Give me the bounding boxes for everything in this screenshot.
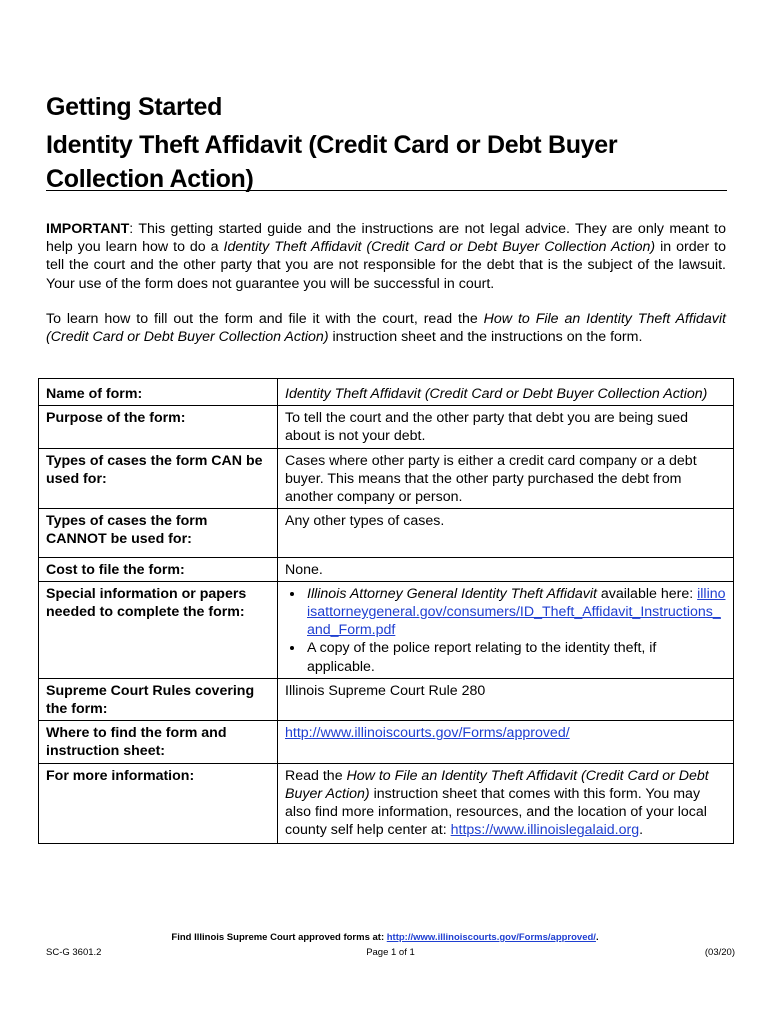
name-of-form-value: Identity Theft Affidavit (Credit Card or Debt Buyer Collection Action) (278, 379, 734, 406)
important-form-name: Identity Theft Affidavit (Credit Card or Debt Buyer Collection Action) (223, 239, 656, 256)
table-row (39, 678, 734, 720)
forms-approved-link[interactable]: http://www.illinoiscourts.gov/Forms/approved/ (285, 725, 570, 742)
table-row (39, 406, 734, 448)
footer-forms-link[interactable]: http://www.illinoiscourts.gov/Forms/approved/ (386, 932, 596, 943)
footer-find-end: . (595, 932, 599, 943)
table-row (39, 509, 734, 557)
table-row (39, 448, 734, 509)
important-paragraph (46, 220, 726, 293)
illinois-legal-aid-link[interactable]: https://www.illinoislegalaid.org (450, 822, 640, 839)
form-title-heading: Identity Theft Affidavit (Credit Card or Debt Buyer Collection Action) (46, 131, 618, 193)
important-text-b: in order to tell the court and the other party that you are not responsible for the debt that is the subject of the lawsuit. Your use of the form does not guarantee you will be successful in court. (46, 239, 726, 292)
ag-affidavit-link[interactable]: illinoisattorneygeneral.gov/consumers/ID_Theft_Affidavit_Instructions_and_Form.pdf (307, 585, 726, 639)
instructions-sheet-name: How to File an Identity Theft Affidavit (Credit Card or Debt Buyer Collection Action) (46, 311, 726, 346)
more-info-text-a: Read the (285, 767, 347, 784)
important-label: IMPORTANT (46, 221, 130, 237)
instructions-text-a: To learn how to fill out the form and file it with the court, read the (46, 311, 484, 327)
getting-started-heading: Getting Started (46, 93, 223, 121)
purpose-label: Purpose of the form: (39, 406, 278, 448)
title-divider (46, 190, 727, 191)
cannot-use-value: Any other types of cases. (278, 509, 734, 557)
available-here-text: available here: (596, 585, 698, 602)
more-info-value (278, 763, 734, 844)
rules-label: Supreme Court Rules covering the form: (39, 678, 278, 720)
more-info-text-b: instruction sheet that comes with this form. You may also find more information, resources, and the location of your local county self help center at: (285, 785, 707, 839)
cannot-use-label: Types of cases the form CANNOT be used for: (39, 509, 278, 557)
table-row (39, 379, 734, 406)
more-info-label: For more information: (39, 763, 278, 844)
list-item (305, 639, 726, 675)
can-use-value: Cases where other party is either a credit card company or a debt buyer. This means that the other party purchased the debt from another company or person. (278, 448, 734, 509)
special-info-label: Special information or papers needed to complete the form: (39, 581, 278, 678)
important-colon: : (129, 221, 134, 237)
where-to-find-value (278, 721, 734, 763)
cost-label: Cost to file the form: (39, 557, 278, 581)
more-info-end: . (639, 822, 644, 839)
table-row (39, 581, 734, 678)
instructions-text-b: instruction sheet and the instructions on the form. (328, 329, 643, 346)
cost-value: None. (278, 557, 734, 581)
list-item (305, 585, 726, 640)
revision-date: (03/20) (704, 947, 735, 958)
special-info-value (278, 581, 734, 678)
rules-value: Illinois Supreme Court Rule 280 (278, 678, 734, 720)
police-report-text: A copy of the police report relating to the identity theft, if applicable. (307, 640, 657, 675)
page-number: Page 1 of 1 (366, 947, 415, 958)
table-row (39, 721, 734, 763)
table-row (39, 557, 734, 581)
form-info-table (38, 378, 734, 844)
name-of-form-label: Name of form: (39, 379, 278, 406)
ag-affidavit-name: Illinois Attorney General Identity Theft Affidavit (307, 585, 597, 602)
form-code: SC-G 3601.2 (46, 947, 102, 958)
special-info-list (285, 585, 726, 676)
footer-find-forms (0, 932, 770, 943)
table-row (39, 763, 734, 844)
purpose-value: To tell the court and the other party that debt you are being sued about is not your debt. (278, 406, 734, 448)
more-info-sheet-name: How to File an Identity Theft Affidavit (Credit Card or Debt Buyer Action) (285, 767, 709, 802)
footer-find-text: Find Illinois Supreme Court approved forms at: (171, 932, 387, 943)
where-to-find-label: Where to find the form and instruction sheet: (39, 721, 278, 763)
important-text-a: This getting started guide and the instructions are not legal advice. They are only meant to help you learn how to do a (46, 221, 726, 256)
instructions-paragraph (46, 310, 726, 346)
can-use-label: Types of cases the form CAN be used for: (39, 448, 278, 509)
